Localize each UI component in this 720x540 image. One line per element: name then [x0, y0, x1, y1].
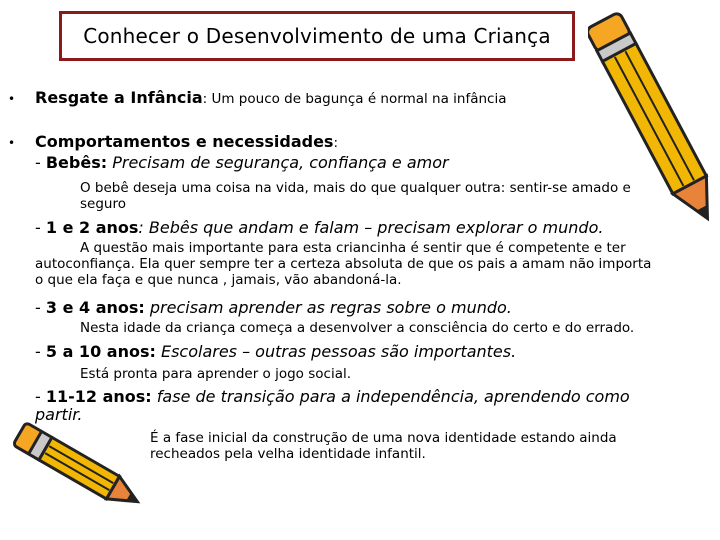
bullet-text: :: [333, 135, 339, 151]
stage-summary: fase de transição para a independência, aprendendo como: [151, 387, 630, 406]
bullet-dot: •: [8, 92, 16, 106]
description-line: É a fase inicial da construção de uma nova identidade estando ainda: [150, 430, 617, 446]
slide-title-box: [59, 11, 575, 61]
description-line: o que ela faça e que nunca , jamais, vão abandoná-la.: [35, 272, 402, 288]
pencil-icon-small: [2, 418, 152, 518]
stage-dash: -: [35, 153, 46, 172]
bullet-bold: Comportamentos e necessidades: [35, 132, 334, 151]
stage-heading: [35, 218, 603, 237]
bullet-item: [8, 132, 338, 151]
stage-summary: partir.: [35, 405, 83, 424]
description-line: Está pronta para aprender o jogo social.: [80, 366, 352, 382]
stage-label: 11-12 anos:: [45, 387, 152, 406]
bullet-item: [8, 88, 506, 107]
stage-dash: -: [35, 387, 46, 406]
stage-summary: : Bebês que andam e falam – precisam explorar o mundo.: [138, 218, 604, 237]
stage-dash: -: [35, 218, 46, 237]
stage-description: [80, 180, 631, 212]
stage-summary: Precisam de segurança, confiança e amor: [107, 153, 449, 172]
stage-label: 5 a 10 anos:: [45, 342, 156, 361]
bullet-dot: •: [8, 136, 16, 150]
stage-summary: precisam aprender as regras sobre o mundo.: [144, 298, 512, 317]
stage-description: [35, 240, 651, 288]
stage-heading: [35, 342, 516, 361]
description-line: A questão mais importante para esta criancinha é sentir que é competente e ter: [80, 240, 626, 256]
stage-heading: [35, 298, 512, 317]
bullet-text: : Um pouco de bagunça é normal na infância: [202, 91, 507, 107]
stage-label: 1 e 2 anos: [45, 218, 139, 237]
stage-description: [80, 366, 351, 382]
stage-summary: Escolares – outras pessoas são importantes.: [155, 342, 517, 361]
description-line: O bebê deseja uma coisa na vida, mais do que qualquer outra: sentir-se amado e: [80, 180, 631, 196]
description-line: seguro: [80, 196, 126, 212]
pencil-icon-large: [588, 0, 720, 240]
description-line: Nesta idade da criança começa a desenvolver a consciência do certo e do errado.: [80, 320, 635, 336]
stage-dash: -: [35, 342, 46, 361]
stage-label: Bebês:: [45, 153, 108, 172]
stage-description: [80, 320, 634, 336]
stage-heading: [35, 153, 449, 172]
bullet-bold: Resgate a Infância: [35, 88, 203, 107]
description-line: recheados pela velha identidade infantil.: [150, 446, 426, 462]
stage-description: [150, 430, 617, 462]
slide-title: Conhecer o Desenvolvimento de uma Criança: [83, 24, 551, 48]
stage-label: 3 e 4 anos:: [45, 298, 145, 317]
stage-dash: -: [35, 298, 46, 317]
stage-heading: [35, 387, 630, 406]
description-line: autoconfiança. Ela quer sempre ter a certeza absoluta de que os pais a amam não importa: [35, 256, 652, 272]
